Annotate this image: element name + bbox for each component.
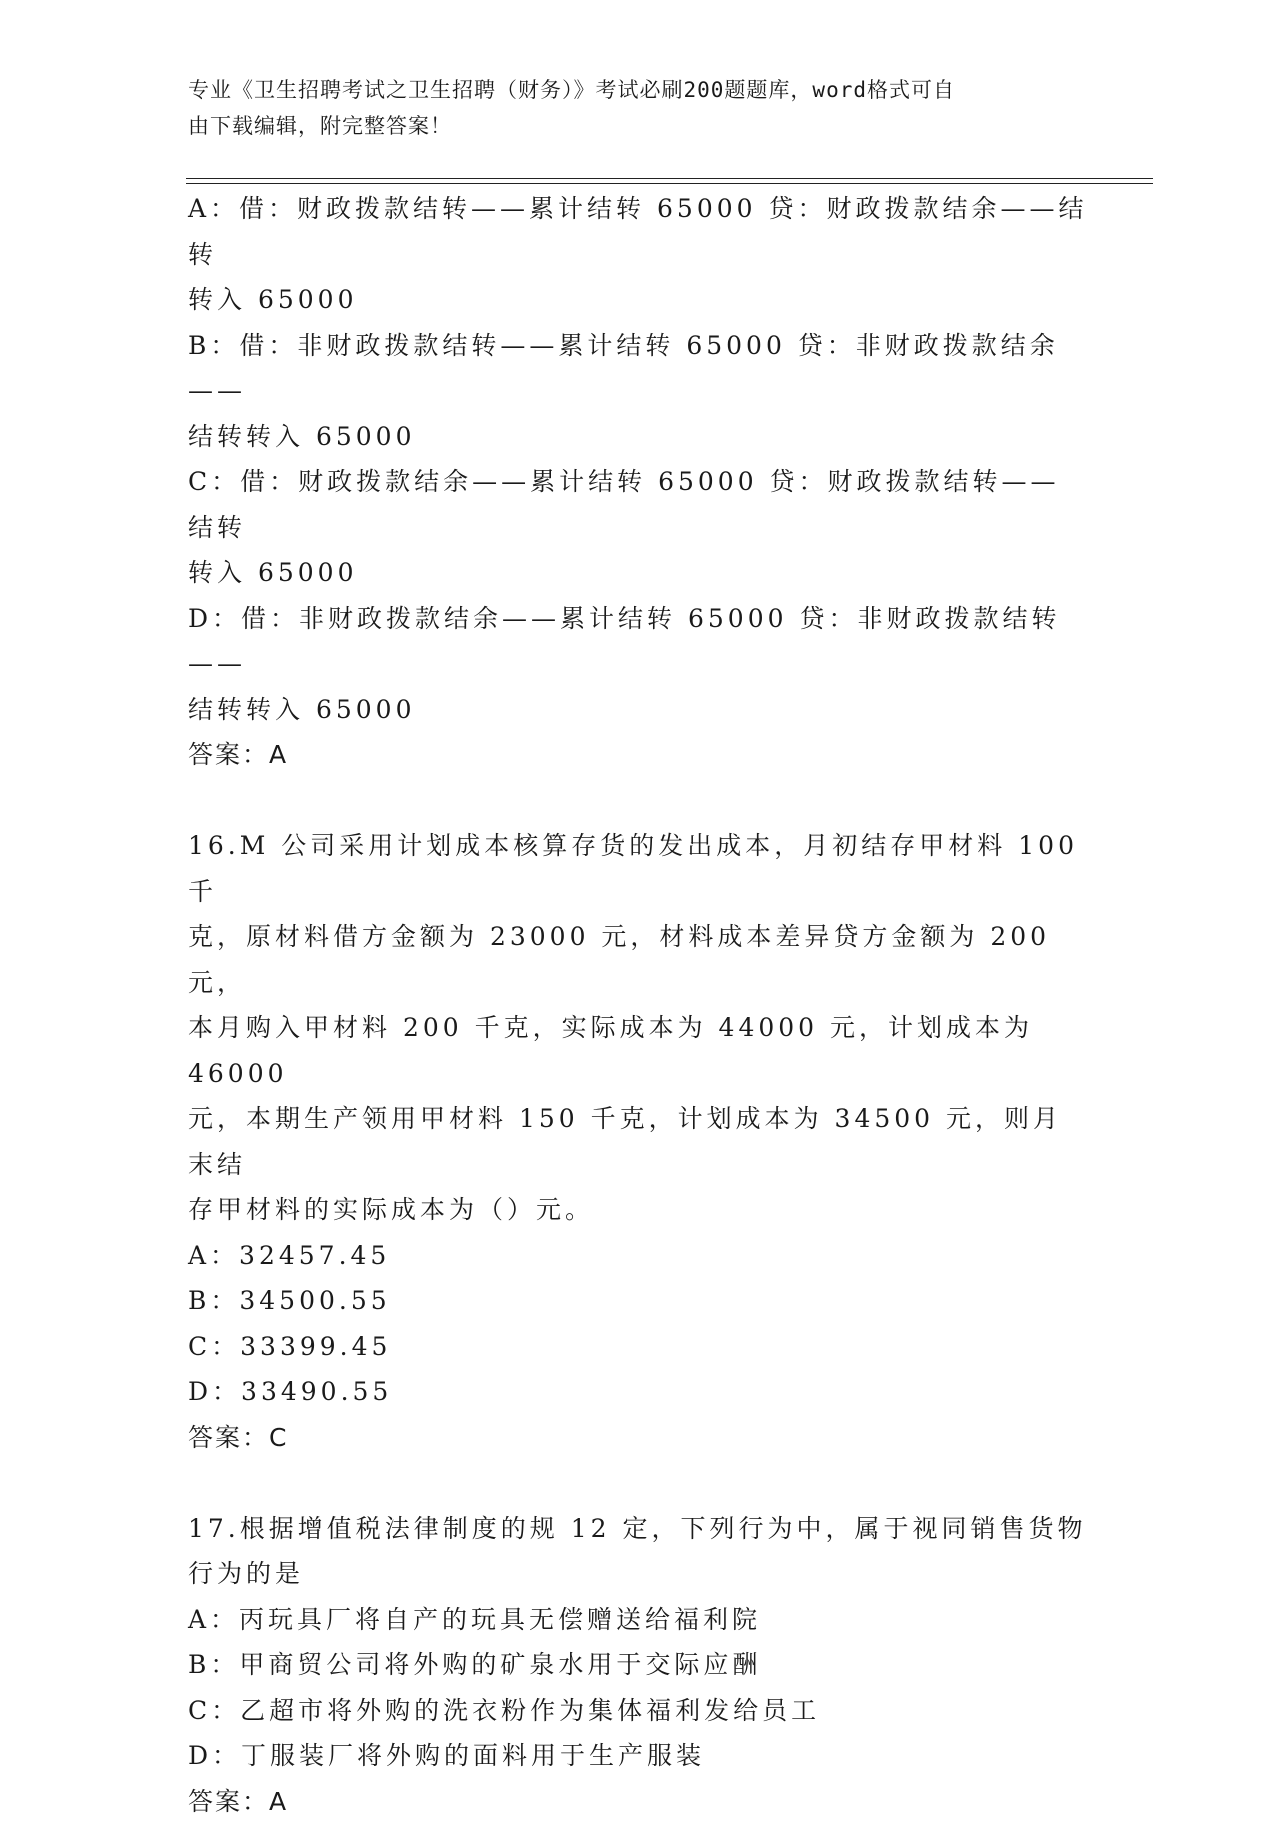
question-text-line-4: 元，本期生产领用甲材料 150 千克，计划成本为 34500 元，则月末结	[188, 1096, 1088, 1187]
option-d-line-2: 结转转入 65000	[188, 687, 1088, 733]
option-c-line-2: 转入 65000	[188, 550, 1088, 596]
option-c: C：乙超市将外购的洗衣粉作为集体福利发给员工	[188, 1688, 1088, 1734]
header-divider-bottom	[186, 183, 1153, 184]
question-text-line-1: 16.M 公司采用计划成本核算存货的发出成本，月初结存甲材料 100 千	[188, 823, 1088, 914]
option-b-line-2: 结转转入 65000	[188, 414, 1088, 460]
question-text-line-5: 存甲材料的实际成本为（）元。	[188, 1187, 1088, 1233]
option-d: D：丁服装厂将外购的面料用于生产服装	[188, 1733, 1088, 1779]
option-d: D：33490.55	[188, 1369, 1088, 1415]
question-16	[188, 823, 1088, 1460]
question-15-continued	[188, 186, 1088, 778]
option-b-line-1: B：借：非财政拨款结转——累计结转 65000 贷：非财政拨款结余——	[188, 323, 1088, 414]
document-body	[188, 186, 1088, 1824]
option-b: B：甲商贸公司将外购的矿泉水用于交际应酬	[188, 1642, 1088, 1688]
option-a: A：丙玩具厂将自产的玩具无偿赠送给福利院	[188, 1597, 1088, 1643]
header-divider-top	[186, 178, 1153, 179]
option-a-line-1: A：借：财政拨款结转——累计结转 65000 贷：财政拨款结余——结转	[188, 186, 1088, 277]
option-d-line-1: D：借：非财政拨款结余——累计结转 65000 贷：非财政拨款结转——	[188, 596, 1088, 687]
header-line-2: 由下载编辑，附完整答案！	[188, 108, 1068, 144]
answer-line: 答案：A	[188, 732, 1088, 778]
spacer	[188, 778, 1088, 824]
option-a: A：32457.45	[188, 1233, 1088, 1279]
question-text-line-2: 行为的是	[188, 1551, 1088, 1597]
question-text-line-2: 克，原材料借方金额为 23000 元，材料成本差异贷方金额为 200 元，	[188, 914, 1088, 1005]
option-a-line-2: 转入 65000	[188, 277, 1088, 323]
spacer	[188, 1460, 1088, 1506]
option-b: B：34500.55	[188, 1278, 1088, 1324]
question-text-line-1: 17.根据增值税法律制度的规 12 定，下列行为中，属于视同销售货物	[188, 1506, 1088, 1552]
answer-line: 答案：C	[188, 1415, 1088, 1461]
question-text-line-3: 本月购入甲材料 200 千克，实际成本为 44000 元，计划成本为 46000	[188, 1005, 1088, 1096]
answer-line: 答案：A	[188, 1779, 1088, 1824]
header-line-1: 专业《卫生招聘考试之卫生招聘（财务）》考试必刷200题题库，word格式可自	[188, 72, 1068, 108]
option-c: C：33399.45	[188, 1324, 1088, 1370]
option-c-line-1: C：借：财政拨款结余——累计结转 65000 贷：财政拨款结转——结转	[188, 459, 1088, 550]
document-header	[188, 72, 1068, 144]
question-17	[188, 1506, 1088, 1824]
